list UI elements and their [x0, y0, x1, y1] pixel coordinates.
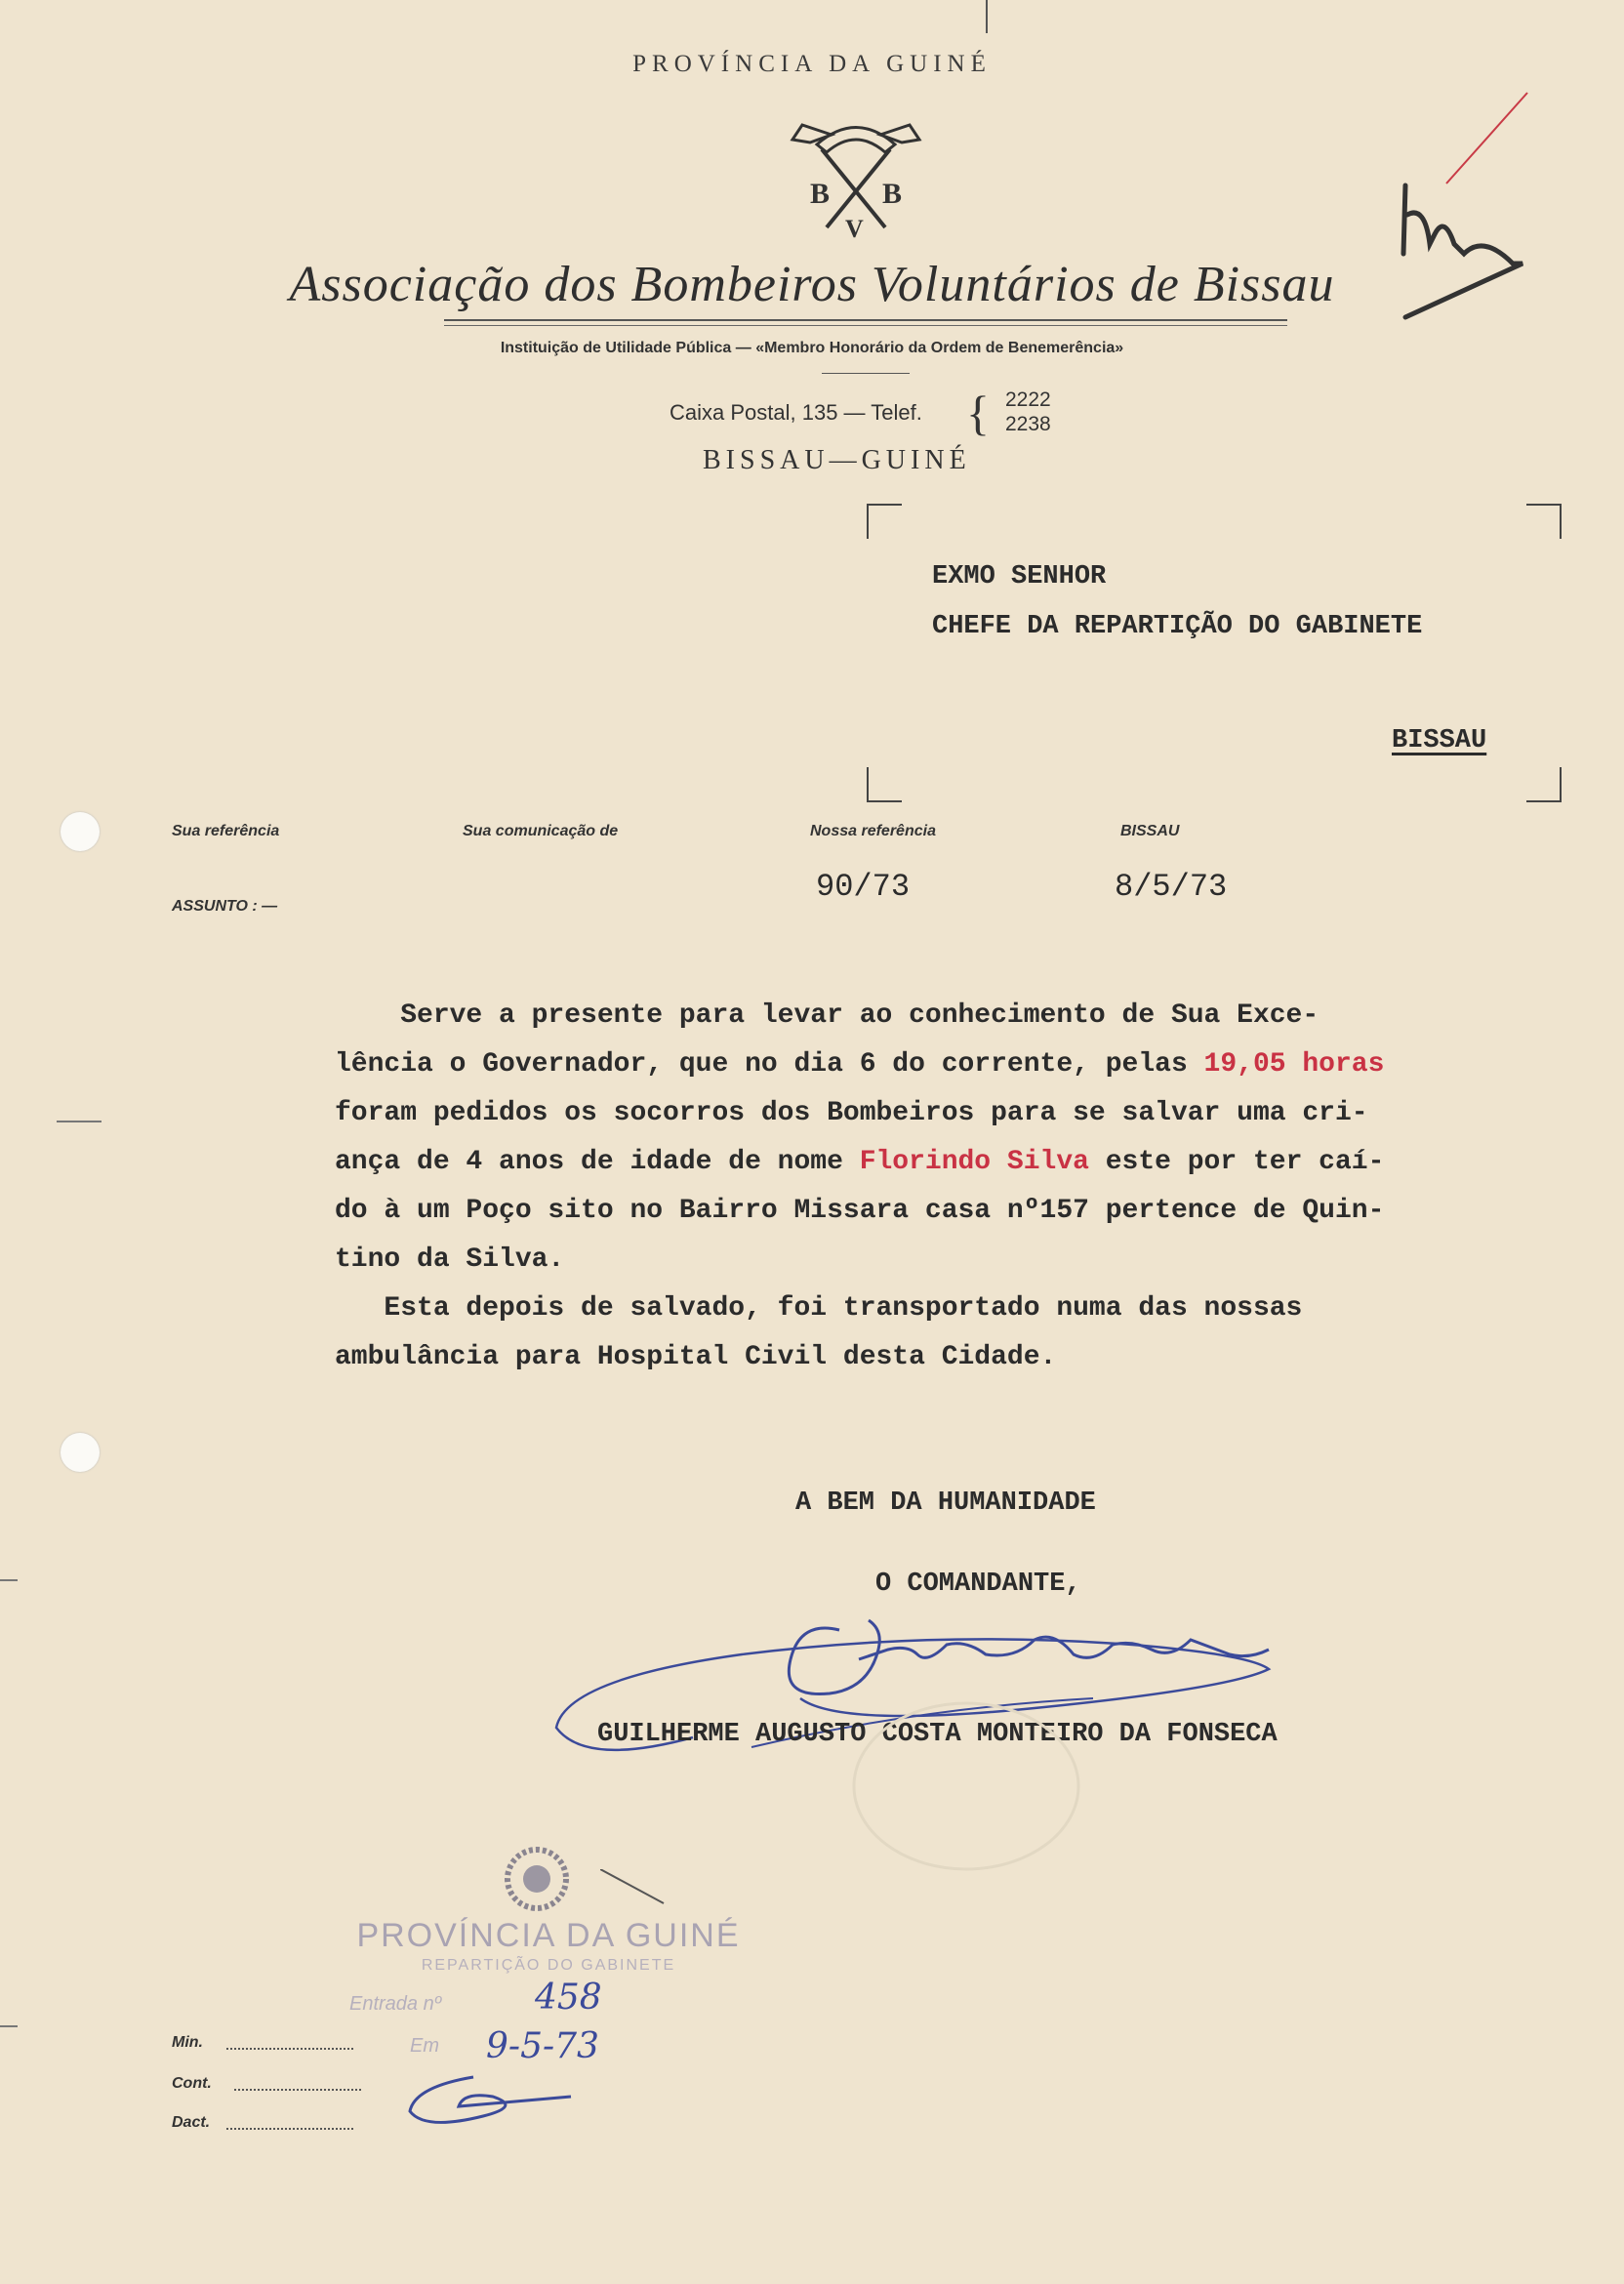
punch-hole	[61, 1433, 100, 1472]
body-line-1: Serve a presente para levar ao conhecimento de Sua Exce-	[335, 1000, 1320, 1031]
short-rule	[822, 373, 910, 374]
label-bissau: BISSAU	[1120, 823, 1180, 839]
association-title: Associação dos Bombeiros Voluntários de Bissau	[289, 257, 1335, 312]
body-text: ança de 4 anos de idade de nome	[335, 1147, 860, 1177]
label-cont: Cont.	[172, 2075, 212, 2092]
body-line-7: Esta depois de salvado, foi transportado numa das nossas	[335, 1293, 1303, 1324]
signatory-role: O COMANDANTE,	[875, 1570, 1081, 1599]
addressee-city: BISSAU	[1392, 726, 1487, 755]
label-assunto: ASSUNTO : —	[172, 898, 278, 915]
stamp-title: PROVÍNCIA DA GUINÉ	[356, 1917, 741, 1954]
stamp-entry-label: Entrada nº	[349, 1993, 442, 2015]
label-sua-referencia: Sua referência	[172, 823, 280, 839]
phone-number-1: 2222	[1005, 388, 1051, 411]
cont-dotted-line	[234, 2089, 361, 2091]
body-line-8: ambulância para Hospital Civil desta Cidade.	[335, 1342, 1057, 1372]
stamp-initials-icon	[405, 2067, 581, 2136]
address-window-corner	[1526, 767, 1562, 802]
letterhead-city: BISSAU—GUINÉ	[703, 445, 971, 475]
stamp-emblem-icon	[478, 1835, 595, 1923]
body-text: este por ter caí-	[1088, 1147, 1385, 1177]
address-window-corner	[867, 767, 902, 802]
embossed-seal-icon	[849, 1698, 1083, 1874]
addressee-salutation: EXMO SENHOR	[932, 562, 1107, 591]
stamp-subtitle: REPARTIÇÃO DO GABINETE	[421, 1957, 676, 1974]
label-nossa-referencia: Nossa referência	[810, 823, 936, 839]
handwritten-entry-number: 458	[535, 1978, 602, 2018]
address-window-corner	[867, 504, 902, 539]
nossa-referencia-value: 90/73	[816, 869, 911, 905]
fire-brigade-crest-icon	[763, 105, 949, 242]
address-window-corner	[1526, 504, 1562, 539]
label-sua-comunicacao: Sua comunicação de	[463, 823, 619, 839]
closing-motto: A BEM DA HUMANIDADE	[795, 1489, 1096, 1518]
min-dotted-line	[226, 2048, 353, 2050]
top-edge-mark	[986, 0, 988, 33]
label-min: Min.	[172, 2034, 203, 2051]
crest-letter-bottom: V	[845, 215, 864, 242]
body-line-4	[335, 1147, 1613, 1177]
punch-hole	[61, 812, 100, 851]
stamp-em-label: Em	[410, 2035, 439, 2057]
phone-brace: {	[966, 386, 990, 440]
body-line-2	[335, 1049, 1613, 1080]
header-rule	[444, 319, 1287, 321]
body-line-3: foram pedidos os socorros dos Bombeiros para se salvar uma cri-	[335, 1098, 1368, 1128]
addressee-title: CHEFE DA REPARTIÇÃO DO GABINETE	[932, 612, 1423, 641]
crest-letter-left: B	[810, 178, 831, 210]
entry-stamp	[344, 1917, 753, 1975]
handwritten-initials-icon	[1386, 88, 1532, 332]
crest-letter-right: B	[882, 178, 903, 210]
body-text: lência o Governador, que no dia 6 do corrente, pelas	[335, 1049, 1204, 1080]
institution-line: Instituição de Utilidade Pública — «Membro Honorário da Ordem de Benemerência»	[500, 340, 1124, 356]
fold-mark	[57, 1121, 102, 1122]
phone-number-2: 2238	[1005, 413, 1051, 435]
province-header: PROVÍNCIA DA GUINÉ	[632, 51, 992, 77]
postal-box-line: Caixa Postal, 135 — Telef.	[670, 400, 922, 425]
body-line-6: tino da Silva.	[335, 1244, 565, 1275]
dact-dotted-line	[226, 2128, 353, 2130]
fold-mark	[0, 1579, 18, 1581]
body-time-highlight: 19,05 horas	[1203, 1049, 1385, 1080]
body-name-highlight: Florindo Silva	[859, 1147, 1089, 1177]
letter-date: 8/5/73	[1115, 869, 1228, 905]
stamp-stroke-icon	[600, 1869, 669, 1908]
fold-mark	[0, 2025, 18, 2027]
label-dact: Dact.	[172, 2114, 211, 2131]
signatory-name: GUILHERME AUGUSTO COSTA MONTEIRO DA FONSECA	[597, 1720, 1278, 1749]
handwritten-entry-date: 9-5-73	[486, 2026, 599, 2066]
header-rule-thin	[444, 325, 1287, 326]
body-line-5: do à um Poço sito no Bairro Missara casa nº157 pertence de Quin-	[335, 1196, 1385, 1226]
